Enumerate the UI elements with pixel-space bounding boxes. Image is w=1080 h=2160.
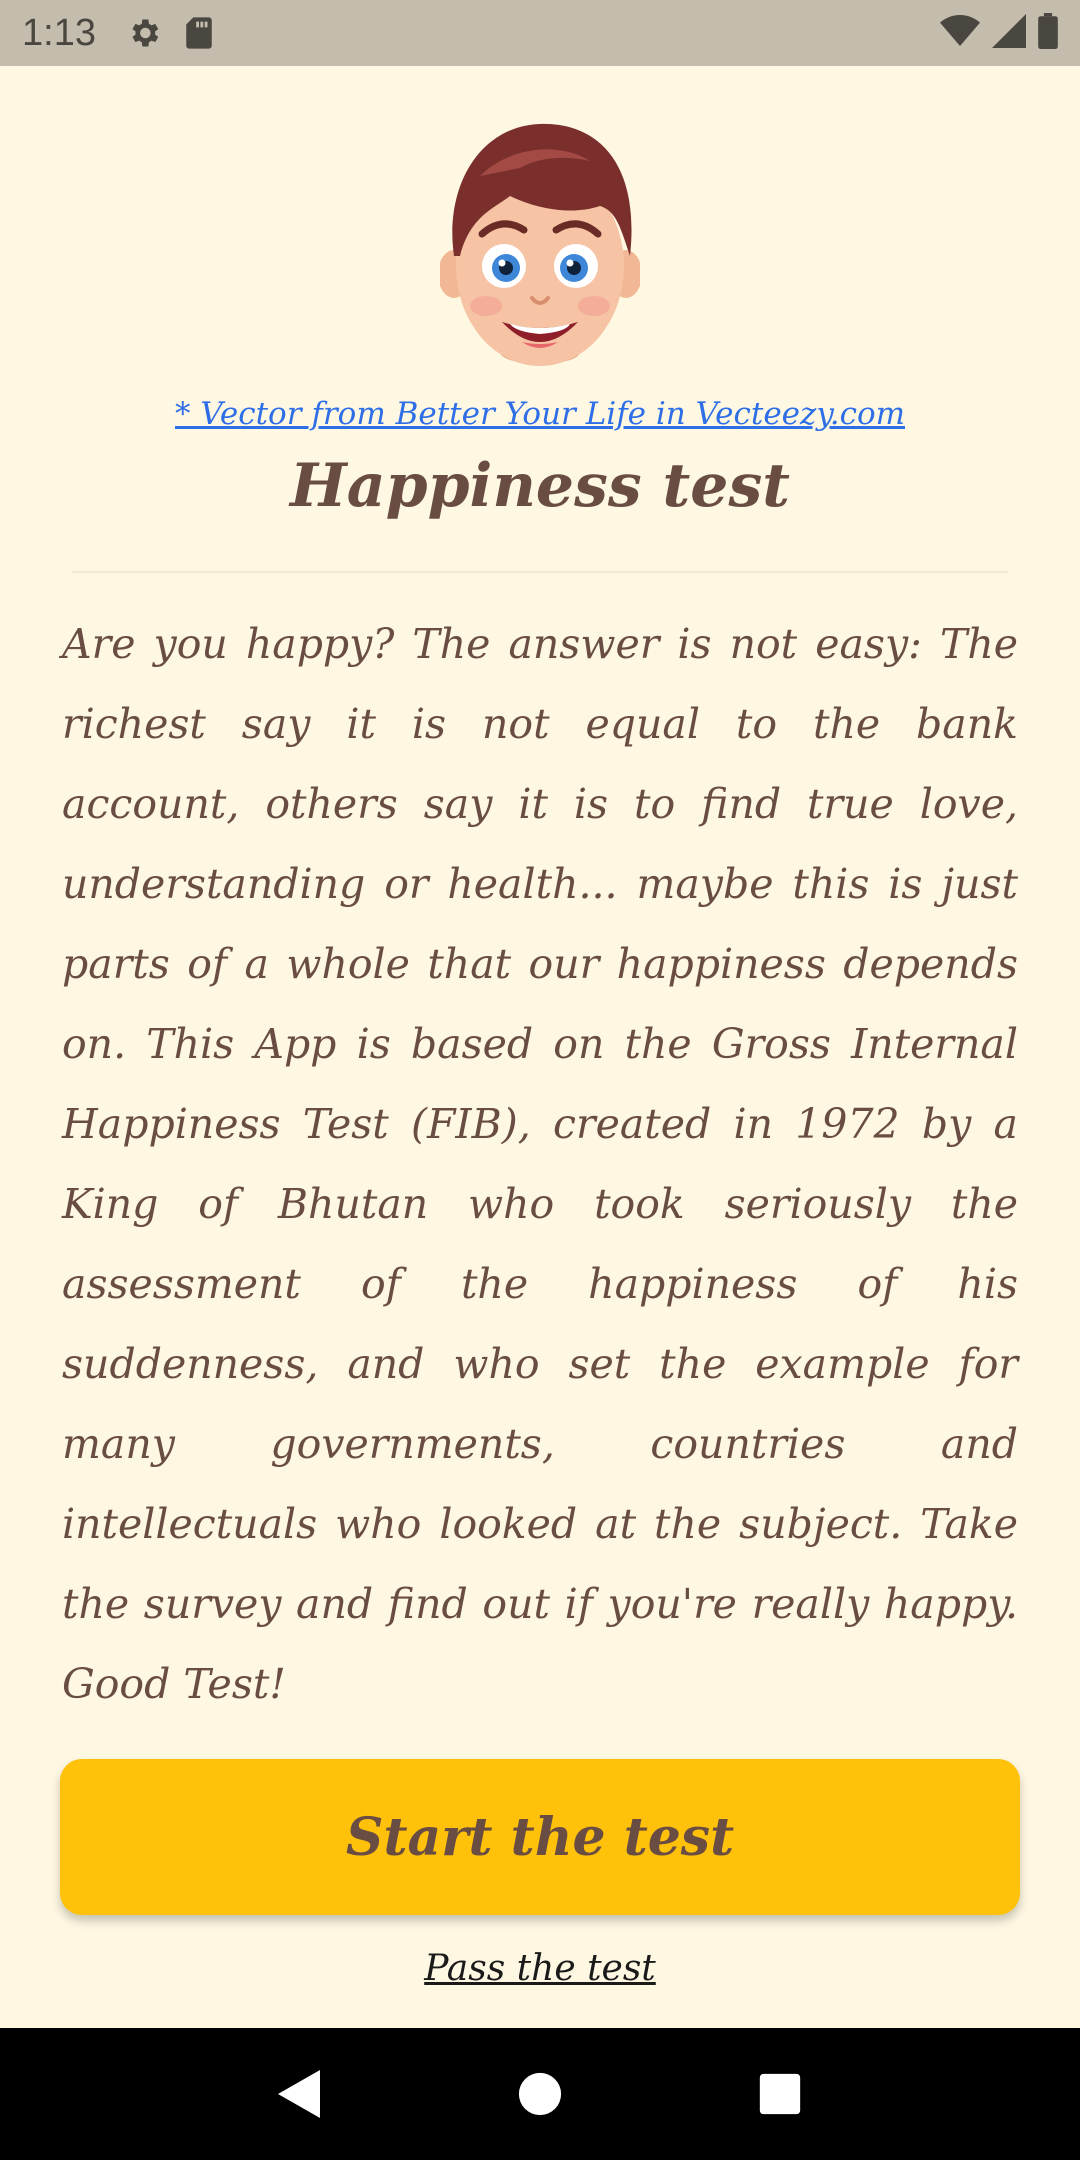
- back-icon[interactable]: [250, 2044, 350, 2144]
- pass-test-link[interactable]: Pass the test: [424, 1948, 656, 1989]
- gear-icon: [126, 15, 162, 51]
- sd-card-icon: [184, 16, 214, 50]
- description-text: Are you happy? The answer is not easy: The richest say it is not equal to the bank account, others say it is to find true love, understanding or health... maybe this is just parts of a whole that our happiness depends on. This App is based on the Gross Internal Happiness Test (FIB), created in 1972 by a King of Bhutan who took seriously the assessment of the happiness of his suddenness, and who set the example for many governments, countries and intellectuals who looked at the subject. Take the survey and find out if you're really happy. Good Test!: [62, 620, 1018, 1708]
- vector-credit-link[interactable]: * Vector from Better Your Life in Vecteezy.com: [174, 396, 906, 432]
- battery-icon: [1038, 13, 1058, 54]
- navigation-bar: [0, 2028, 1080, 2160]
- status-bar: [0, 0, 1080, 66]
- start-test-button[interactable]: Start the test: [60, 1759, 1020, 1915]
- wifi-icon: [940, 14, 980, 53]
- page-title: Happiness test: [290, 451, 790, 521]
- home-icon[interactable]: [490, 2044, 590, 2144]
- avatar-illustration: [440, 116, 640, 376]
- status-time: 1:13: [22, 11, 96, 54]
- main-content: [0, 66, 1080, 2028]
- recents-icon[interactable]: [730, 2044, 830, 2144]
- signal-icon: [992, 14, 1026, 53]
- divider: [72, 571, 1008, 573]
